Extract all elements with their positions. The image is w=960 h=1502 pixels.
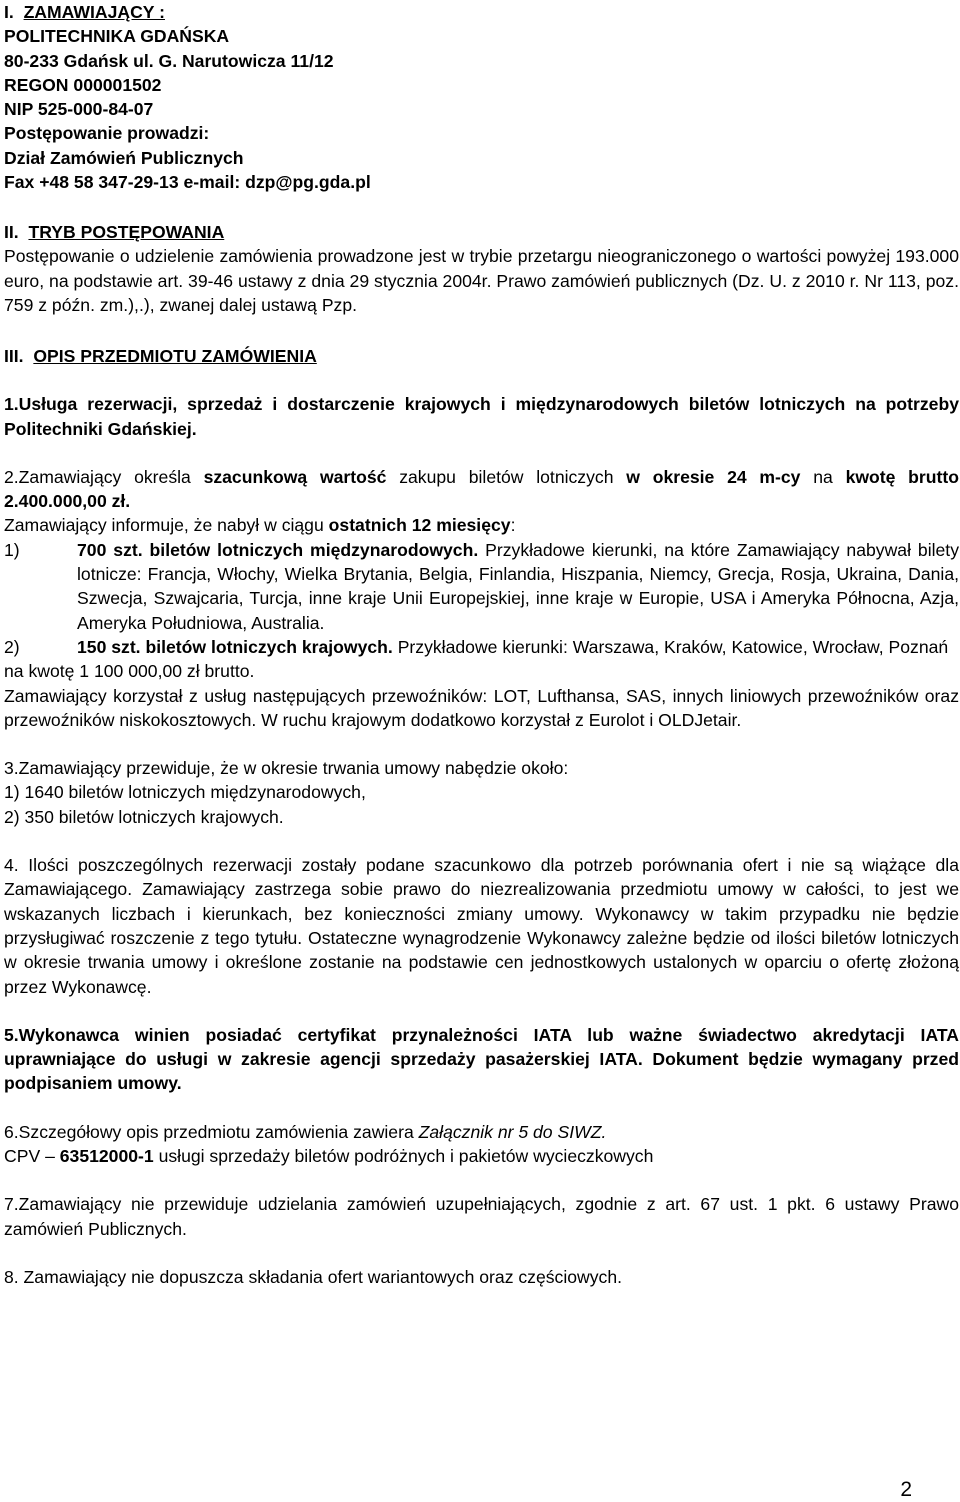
section-3-heading: III. OPIS PRZEDMIOTU ZAMÓWIENIA (4, 346, 317, 366)
cpv-code: 63512000-1 (59, 1146, 154, 1167)
paragraph-3-item-1: 1) 1640 biletów lotniczych międzynarodowych, (4, 782, 366, 803)
paragraph-7: 7.Zamawiający nie przewiduje udzielania zamówień uzupełniających, zgodnie z art. 67 ust. 1 pkt. 6 ustawy Prawo zamówień Publicznych. (4, 1194, 959, 1239)
section-procedure-mode (4, 220, 959, 317)
authority-nip: NIP 525-000-84-07 (4, 99, 154, 120)
section-2-title: TRYB POSTĘPOWANIA (28, 222, 225, 242)
attachment-reference: Załącznik nr 5 do SIWZ. (418, 1121, 607, 1142)
paragraph-3: 3.Zamawiający przewiduje, że w okresie trwania umowy nabędzie około: (4, 758, 569, 779)
paragraph-1: 1.Usługa rezerwacji, sprzedaż i dostarczenie krajowych i międzynarodowych biletów lotniczych na potrzeby Politechniki Gdańskiej. (4, 394, 959, 439)
section-contracting-authority (4, 0, 959, 194)
section-1-title: ZAMAWIAJĄCY : (23, 2, 165, 22)
paragraph-2: 2.Zamawiający określa szacunkową wartość zakupu biletów lotniczych w okresie 24 m-cy na kwotę brutto 2.400.000,00 zł. (4, 466, 959, 512)
page-number: 2 (900, 1478, 912, 1501)
procedure-conducted-by: Postępowanie prowadzi: (4, 123, 210, 144)
authority-name: POLITECHNIKA GDAŃSKA (4, 26, 230, 47)
section-2-heading: II. TRYB POSTĘPOWANIA (4, 222, 225, 242)
list-item-domestic: 2) 150 szt. biletów lotniczych krajowych. Przykładowe kierunki: Warszawa, Kraków, Katowice, Wrocław, Poznań (4, 636, 949, 657)
cpv-code-line: CPV – 63512000-1 usługi sprzedaży biletów podróżnych i pakietów wycieczkowych (4, 1146, 654, 1167)
procedure-mode-text: Postępowanie o udzielenie zamówienia prowadzone jest w trybie przetargu nieograniczonego o wartości powyżej 193.000 euro, na podstawie art. 39-46 ustawy z dnia 29 stycznia 2004r. Prawo zamówień publicznych (Dz. U. z 2010 r. Nr 113, poz. 759 z późn. zm.),.), zwanej dalej ustawą Pzp. (4, 246, 959, 315)
paragraph-4: 4. Ilości poszczególnych rezerwacji zostały podane szacunkowo dla potrzeb porównania ofert i nie są wiążące dla Zamawiającego. Zamawiający zastrzega sobie prawo do niezrealizowania przedmiotu umowy w całości, to jest we wskazanych liczbach i kierunkach, bez konieczności zmiany umowy. Wykonawcy w takim przypadku nie będzie przysługiwać roszczenie z tego tytułu. Ostateczne wynagrodzenie Wykonawcy zależne będzie od ilości biletów lotniczych w okresie trwania umowy i określone zostanie na podstawie cen jednostkowych ustalonych w oparciu o ofertę złożoną przez Wykonawcę. (4, 855, 959, 997)
paragraph-3-item-2: 2) 350 biletów lotniczych krajowych. (4, 806, 284, 827)
paragraph-2-carriers: Zamawiający korzystał z usług następujących przewoźników: LOT, Lufthansa, SAS, innych liniowych przewoźników oraz przewoźników niskokosztowych. W ruchu krajowym dodatkowo korzystał z Eurolot i OLDJetair. (4, 685, 959, 730)
fax-email: Fax +48 58 347-29-13 e-mail: dzp@pg.gda.pl (4, 172, 371, 193)
section-subject-description (4, 344, 959, 1289)
paragraph-5: 5.Wykonawca winien posiadać certyfikat przynależności IATA lub ważne świadectwo akredytacji IATA uprawniające do usługi w zakresie agencji sprzedaży pasażerskiej IATA. Dokument będzie wymagany przed podpisaniem umowy. (4, 1024, 959, 1094)
section-1-heading: I. ZAMAWIAJĄCY : (4, 2, 165, 22)
list-item-international: 1) 700 szt. biletów lotniczych międzynarodowych. Przykładowe kierunki, na które Zamawiający nabywał bilety lotnicze: Francja, Włochy, Wielka Brytania, Belgia, Finlandia, Hiszpania, Niemcy, Grecja, Rosja, Ukraina, Dania, Szwecja, Szwajcaria, Turcja, inne kraje Unii Europejskiej, inne kraje w Europie, USA i Ameryka Północna, Azja, Ameryka Południowa, Australia. (4, 539, 959, 633)
paragraph-6: 6.Szczegółowy opis przedmiotu zamówienia zawiera Załącznik nr 5 do SIWZ. (4, 1121, 607, 1142)
paragraph-2-info: Zamawiający informuje, że nabył w ciągu ostatnich 12 miesięcy: (4, 515, 516, 536)
authority-regon: REGON 000001502 (4, 74, 162, 95)
department-name: Dział Zamówień Publicznych (4, 147, 244, 168)
section-3-title: OPIS PRZEDMIOTU ZAMÓWIENIA (33, 346, 317, 366)
authority-address: 80-233 Gdańsk ul. G. Narutowicza 11/12 (4, 50, 334, 71)
paragraph-2-amount: na kwotę 1 100 000,00 zł brutto. (4, 661, 255, 682)
paragraph-8: 8. Zamawiający nie dopuszcza składania ofert wariantowych oraz częściowych. (4, 1266, 623, 1287)
